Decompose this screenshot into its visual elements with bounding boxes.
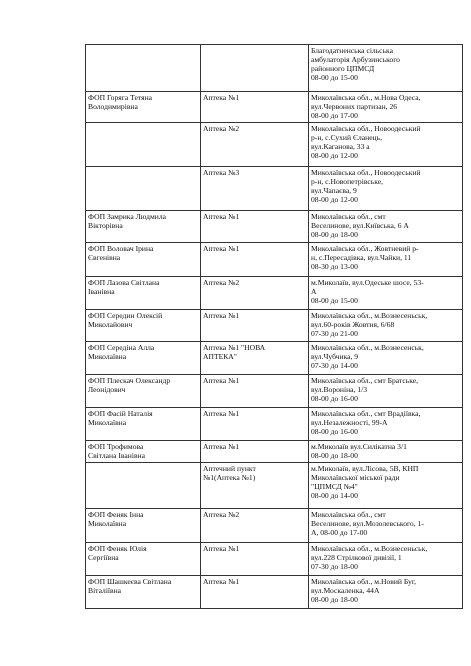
owner-cell	[86, 543, 201, 576]
address-hours: Миколаївська обл., м.Вознесеньськ, вул.228 Стрілкової дивізії, 1 07-30 до 18-00	[311, 544, 428, 572]
table-row	[86, 342, 463, 375]
pharmacy-cell	[201, 463, 309, 509]
address-hours: Миколаївська обл., Новоодеський р-н, с.Новопетрівське, вул.Чапаєва, 9 08-00 до 12-00	[311, 168, 421, 205]
address-cell	[309, 167, 463, 211]
address-cell	[309, 509, 463, 543]
pharmacy-name: Аптека №1	[203, 376, 240, 385]
address-hours: Миколаївська обл., смт Врадіївка, вул.Незалежності, 99-А 08-00 до 16-00	[311, 409, 421, 437]
address-cell	[309, 277, 463, 310]
owner-cell	[86, 463, 201, 509]
table-row	[86, 543, 463, 576]
pharmacy-name: Аптечний пункт №1(Аптека №1)	[203, 464, 256, 483]
pharmacy-cell	[201, 167, 309, 211]
pharmacy-cell	[201, 243, 309, 277]
pharmacy-name: Аптека №2	[203, 510, 240, 519]
address-cell	[309, 408, 463, 441]
pharmacy-name: Аптека №1	[203, 544, 240, 553]
owner-cell	[86, 576, 201, 609]
address-cell	[309, 45, 463, 92]
pharmacy-cell	[201, 45, 309, 92]
address-hours: Миколаївська обл., смт Братське, вул.Вороніна, 1/3 08-00 до 16-00	[311, 376, 418, 404]
pharmacy-name: Аптека №1	[203, 577, 240, 586]
owner-cell	[86, 408, 201, 441]
address-hours: Миколаївська обл., Жовтневий р- н, с.Пересадівка, вул.Чайки, 11 08-30 до 13-00	[311, 244, 419, 272]
pharmacy-cell	[201, 441, 309, 463]
address-hours: м.Миколаїв, вул.Лісова, 5В, КНП Миколаївської міської ради "ЦПМСД №4" 08-00 до 14-00	[311, 464, 419, 501]
address-cell	[309, 243, 463, 277]
address-hours: Миколаївська обл., смт Веселинове, вул.Київська, 6 А 08-00 до 18-00	[311, 212, 409, 240]
address-hours: Миколаївська обл., Новоодеський р-н, с.Сухий Єланець, вул.Каганова, 33 а 08-00 до 12-00	[311, 124, 421, 161]
table-row	[86, 509, 463, 543]
address-hours: Миколаївська обл., м.Вознесеньськ, вул.60-років Жовтня, 6/68 07-30 до 21-00	[311, 311, 428, 339]
owner-cell	[86, 342, 201, 375]
table-row	[86, 310, 463, 342]
pharmacy-cell	[201, 509, 309, 543]
owner-name: ФОП Горяга Тетяна Володимирівна	[88, 93, 153, 112]
address-cell	[309, 543, 463, 576]
pharmacy-cell	[201, 277, 309, 310]
owner-name: ФОП Воловач Ірина Євгенівна	[88, 244, 154, 263]
pharmacy-cell	[201, 576, 309, 609]
pharmacy-name: Аптека №2	[203, 278, 240, 287]
pharmacy-name: Аптека №1	[203, 442, 240, 451]
table-row	[86, 277, 463, 310]
owner-name: ФОП Середіна Алла Миколаївна	[88, 343, 155, 362]
pharmacy-cell	[201, 342, 309, 375]
owner-cell	[86, 123, 201, 167]
owner-name: ФОП Шашкеєва Світлана Віталіївна	[88, 577, 172, 596]
table-row	[86, 576, 463, 609]
address-hours: м.Миколаїв, вул.Одеське шосе, 53- А 08-00 до 15-00	[311, 278, 424, 306]
owner-name: ФОП Замрика Людмила Вікторівна	[88, 212, 166, 231]
owner-name: ФОП Середин Олексій Миколайович	[88, 311, 163, 330]
pharmacy-name: Аптека №3	[203, 168, 240, 177]
pharmacy-name: Аптека №1	[203, 244, 240, 253]
owner-name: ФОП Феняк Юлія Сергіївна	[88, 544, 147, 563]
table-row	[86, 92, 463, 123]
owner-cell	[86, 509, 201, 543]
address-cell	[309, 211, 463, 243]
pharmacy-cell	[201, 310, 309, 342]
pharmacy-cell	[201, 123, 309, 167]
address-hours: Благодатненська сільська амбулаторія Арбузинського районного ЦПМСД 08-00 до 15-00	[311, 46, 400, 83]
owner-name: ФОП Фасій Наталія Миколаївна	[88, 409, 153, 428]
pharmacy-name: Аптека №1	[203, 212, 240, 221]
address-cell	[309, 342, 463, 375]
pharmacy-name: Аптека №1	[203, 93, 240, 102]
owner-cell	[86, 375, 201, 408]
table-row	[86, 375, 463, 408]
pharmacy-name: Аптека №1	[203, 311, 240, 320]
owner-name: ФОП Лазова Світлана Іванівна	[88, 278, 160, 297]
address-hours: Миколаївська обл., м.Нова Одеса, вул.Червоних партизан, 26 08-00 до 17-00	[311, 93, 421, 121]
address-cell	[309, 92, 463, 123]
address-hours: Миколаївська обл., смт Веселинове, вул.Мозолевського, 1- А, 08-00 до 17-00	[311, 510, 424, 538]
table-row	[86, 45, 463, 92]
owner-cell	[86, 92, 201, 123]
table-row	[86, 463, 463, 509]
owner-cell	[86, 167, 201, 211]
address-cell	[309, 123, 463, 167]
pharmacy-cell	[201, 92, 309, 123]
address-cell	[309, 463, 463, 509]
pharmacy-cell	[201, 543, 309, 576]
owner-cell	[86, 310, 201, 342]
address-cell	[309, 576, 463, 609]
pharmacy-cell	[201, 375, 309, 408]
table-row	[86, 441, 463, 463]
pharmacy-name: Аптека №1 "НОВА АПТЕКА"	[203, 343, 266, 362]
address-hours: м.Миколаїв вул.Силікатна 3/1 08-00 до 18-00	[311, 442, 407, 461]
owner-name: ФОП Плескач Олександр Леонідович	[88, 376, 171, 395]
address-cell	[309, 441, 463, 463]
address-cell	[309, 375, 463, 408]
pharmacy-table	[85, 44, 463, 609]
pharmacy-cell	[201, 408, 309, 441]
owner-cell	[86, 277, 201, 310]
pharmacy-cell	[201, 211, 309, 243]
table-row	[86, 123, 463, 167]
pharmacy-name: Аптека №2	[203, 124, 240, 133]
address-hours: Миколаївська обл., м.Вознесенськ, вул.Чубчика, 9 07-30 до 14-00	[311, 343, 424, 371]
owner-cell	[86, 243, 201, 277]
owner-cell	[86, 441, 201, 463]
owner-name: ФОП Феняк Інна Миколаївна	[88, 510, 144, 529]
table-row	[86, 211, 463, 243]
owner-cell	[86, 211, 201, 243]
address-cell	[309, 310, 463, 342]
table-row	[86, 243, 463, 277]
address-hours: Миколаївська обл., м.Новий Буг, вул.Москаленка, 44А 08-00 до 18-00	[311, 577, 416, 605]
owner-cell	[86, 45, 201, 92]
pharmacy-name: Аптека №1	[203, 409, 240, 418]
table-row	[86, 167, 463, 211]
owner-name: ФОП Трофимова Світлана Іванівна	[88, 442, 145, 461]
table-row	[86, 408, 463, 441]
